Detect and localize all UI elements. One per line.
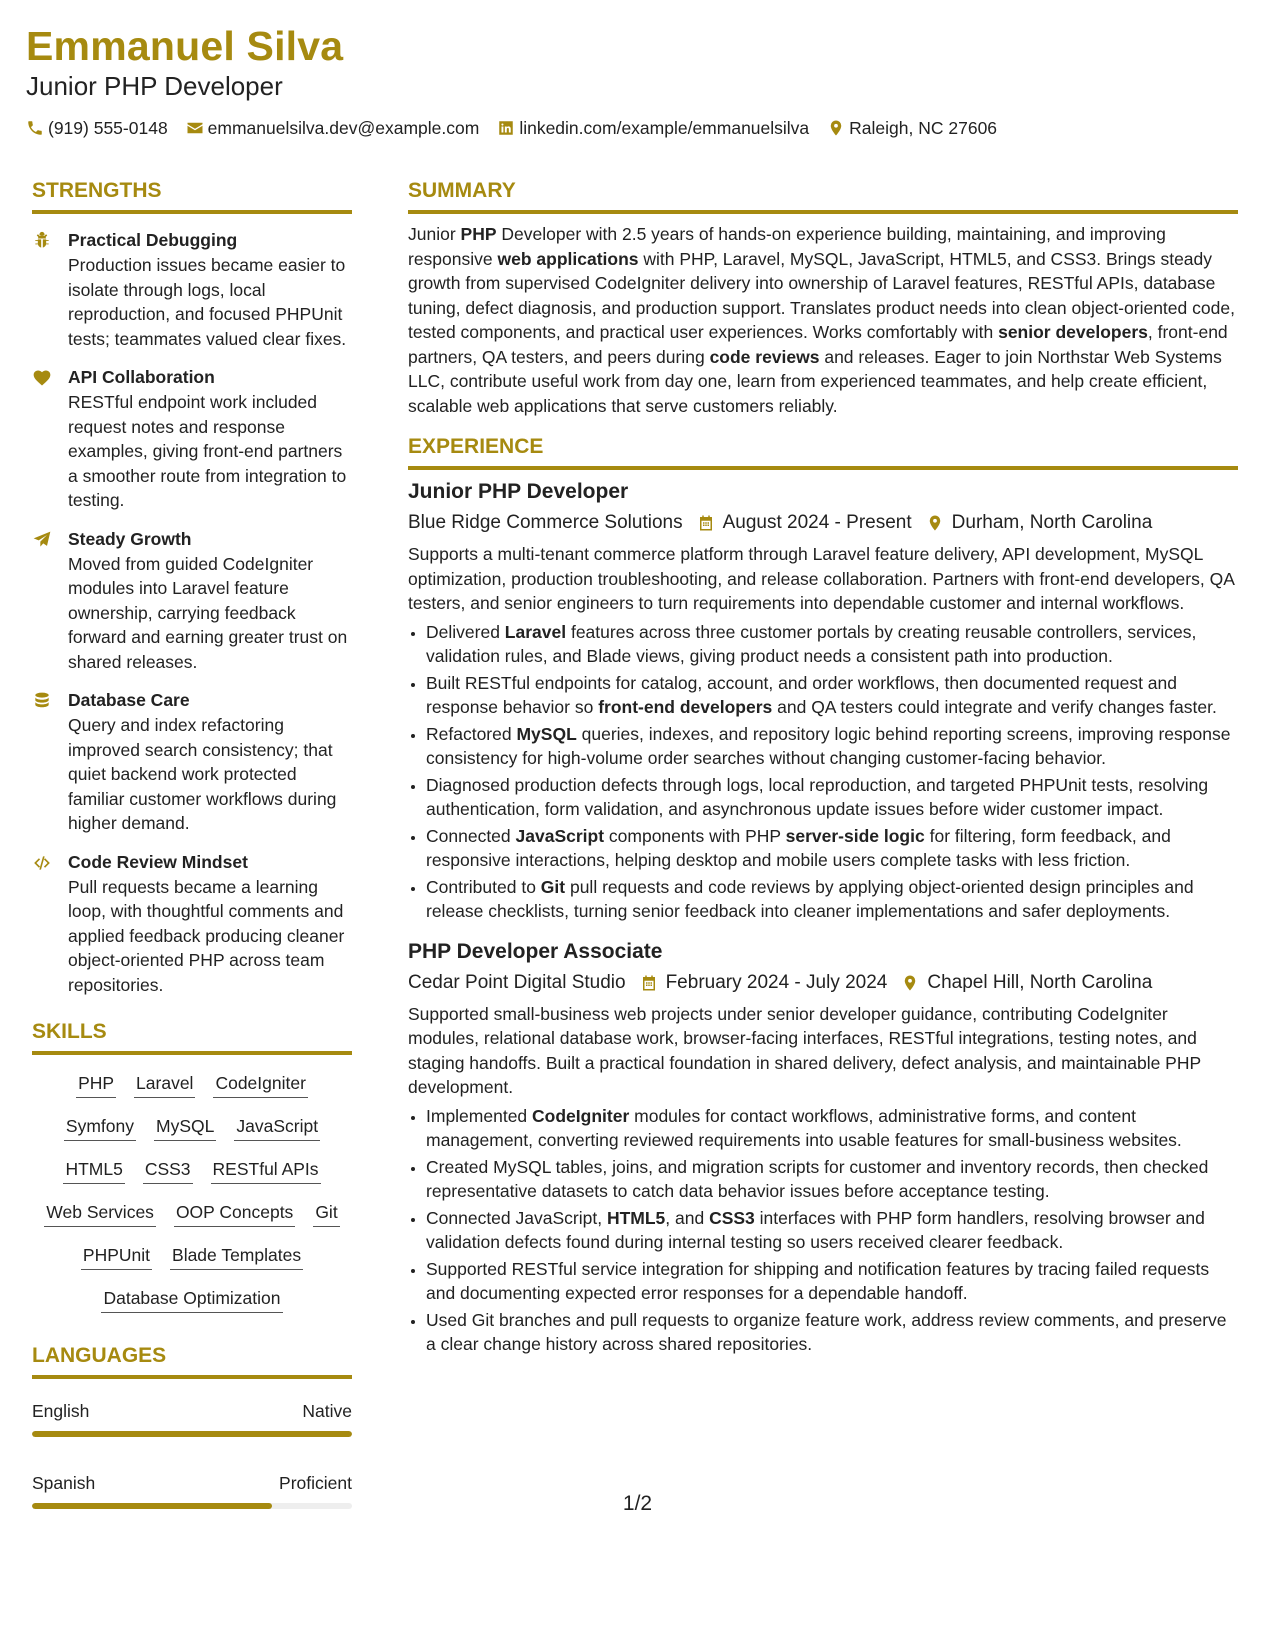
job-title: PHP Developer Associate	[408, 939, 663, 963]
skill-tag: OOP Concepts	[174, 1200, 295, 1227]
job-bullet: • Used Git branches and pull requests to organize feature work, address review comments, and preserve a clear change history across shared repositories.	[426, 1308, 1238, 1357]
skills-row	[32, 1071, 352, 1098]
job-location: Chapel Hill, North Carolina	[927, 971, 1153, 993]
job-location: Durham, North Carolina	[951, 512, 1153, 533]
code-icon	[32, 853, 52, 873]
strength-title: Code Review Mindset	[68, 851, 248, 872]
job-meta	[408, 970, 1238, 996]
job-bullet: • Implemented CodeIgniter modules for contact workflows, administrative forms, and content management, converting reviewed requirements into usable features for small-business websites.	[426, 1104, 1238, 1153]
job-bullet: • Refactored MySQL queries, indexes, and repository logic behind reporting screens, improving response consistency for high-volume order searches without changing customer-facing behavior.	[426, 722, 1238, 771]
language-level: Native	[302, 1401, 352, 1421]
language-proficiency-bar	[32, 1431, 352, 1437]
linkedin-icon	[497, 119, 515, 137]
language-name: Spanish	[32, 1473, 96, 1493]
job-bullet: • Diagnosed production defects through logs, local reproduction, and targeted PHPUnit tests, resolving authentication, form validation, and asynchronous update issues before wider customer impact.	[426, 773, 1238, 822]
calendar-icon	[640, 974, 658, 992]
job-bullet: • Created MySQL tables, joins, and migration scripts for customer and inventory records, then checked representative datasets to catch data behavior issues before acceptance testing.	[426, 1155, 1238, 1204]
job-dates: August 2024 - Present	[722, 512, 912, 533]
job-entry	[408, 478, 1238, 924]
job-bullet: • Contributed to Git pull requests and code reviews by applying object-oriented design principles and release checklists, turning senior feedback into cleaner implementations and safer deployments.	[426, 875, 1238, 924]
strength-description: Pull requests became a learning loop, with thoughtful comments and applied feedback producing cleaner object-oriented PHP across team repositories.	[68, 876, 345, 995]
candidate-name: Emmanuel Silva	[26, 23, 344, 69]
contact-location	[827, 116, 997, 140]
languages-heading: LANGUAGES	[32, 1343, 352, 1379]
database-icon	[32, 691, 52, 711]
skill-tag: Symfony	[64, 1114, 136, 1141]
contact-phone[interactable]	[26, 116, 168, 140]
contact-bar	[26, 116, 1246, 140]
contact-text: Raleigh, NC 27606	[849, 118, 998, 138]
skill-tag: MySQL	[154, 1114, 216, 1141]
skill-tag: Laravel	[134, 1071, 195, 1098]
skill-tag: CSS3	[143, 1157, 193, 1184]
strength-title: Steady Growth	[68, 528, 192, 549]
bug-icon	[32, 231, 52, 251]
contact-text: emmanuelsilva.dev@example.com	[207, 118, 480, 138]
language-name: English	[32, 1401, 90, 1421]
right-column	[408, 178, 1238, 1359]
skill-tag: Database Optimization	[101, 1286, 282, 1313]
language-proficiency-fill	[32, 1431, 352, 1437]
job-meta	[408, 510, 1238, 536]
job-bullet: • Supported RESTful service integration for shipping and notification features by tracing failed requests and documenting expected error responses for a dependable handoff.	[426, 1257, 1238, 1306]
strength-item	[32, 365, 352, 513]
job-bullets	[408, 1104, 1238, 1357]
language-item	[32, 1399, 352, 1437]
strengths-list	[32, 228, 352, 997]
job-bullet: • Delivered Laravel features across three customer portals by creating reusable controllers, services, validation rules, and Blade views, giving product needs a consistent path into production.	[426, 620, 1238, 669]
strength-title: Database Care	[68, 690, 190, 710]
strength-description: Production issues became easier to isolate through logs, local reproduction, and focused PHPUnit tests; teammates valued clear fixes.	[68, 255, 347, 349]
left-column	[32, 178, 352, 1509]
skills-row	[32, 1243, 352, 1270]
location-pin-icon	[901, 974, 919, 992]
skills-row	[32, 1114, 352, 1141]
skills-list	[32, 1055, 352, 1313]
contact-text: (919) 555-0148	[48, 118, 168, 138]
contact-text: linkedin.com/example/emmanuelsilva	[519, 118, 810, 138]
skills-row	[32, 1200, 352, 1227]
paper-plane-icon	[32, 530, 52, 550]
job-entry	[408, 938, 1238, 1357]
skill-tag: PHPUnit	[81, 1243, 152, 1270]
skills-row	[32, 1286, 352, 1313]
job-company: Cedar Point Digital Studio	[408, 971, 626, 993]
skills-heading: SKILLS	[32, 1019, 352, 1055]
strength-item	[32, 688, 352, 836]
job-bullet: • Connected JavaScript components with PHP server-side logic for filtering, form feedback, and responsive interactions, helping desktop and mobile users complete tasks with less friction.	[426, 824, 1238, 873]
summary-heading: SUMMARY	[408, 178, 1238, 214]
strength-description: Query and index refactoring improved search consistency; that quiet backend work protected familiar customer workflows during higher demand.	[68, 715, 337, 833]
job-company: Blue Ridge Commerce Solutions	[408, 512, 683, 533]
page-number: 1/2	[622, 1492, 653, 1515]
strengths-heading: STRENGTHS	[32, 178, 352, 214]
job-bullet: • Connected JavaScript, HTML5, and CSS3 interfaces with PHP form handlers, resolving browser and validation defects found during internal testing so users received clearer feedback.	[426, 1206, 1238, 1255]
summary-text: Junior PHP Developer with 2.5 years of hands-on experience building, maintaining, and improving responsive web applications with PHP, Laravel, MySQL, JavaScript, HTML5, and CSS3. Brings steady growth from supervised CodeIgniter delivery into ownership of Laravel features, RESTful APIs, database tuning, defect diagnosis, and production support. Translates product needs into clean object-oriented code, tested components, and practical user experiences. Works comfortably with senior developers, front-end partners, QA testers, and peers during code reviews and releases. Eager to join Northstar Web Systems LLC, contribute useful work from day one, learn from experienced teammates, and help create efficient, scalable web applications that serve customers reliably.	[408, 224, 1235, 416]
strength-item	[32, 850, 352, 998]
job-title: Junior PHP Developer	[408, 480, 629, 503]
skill-tag: Web Services	[44, 1200, 156, 1227]
contact-linkedin[interactable]	[497, 116, 809, 140]
envelope-icon	[186, 119, 204, 137]
strength-description: RESTful endpoint work included request notes and response examples, giving front-end partners a smoother route from integration to testing.	[68, 392, 347, 510]
strength-description: Moved from guided CodeIgniter modules into Laravel feature ownership, carrying feedback forward and earning greater trust on shared releases.	[68, 553, 348, 672]
location-pin-icon	[926, 514, 944, 532]
calendar-icon	[697, 514, 715, 532]
strength-title: Practical Debugging	[68, 230, 238, 250]
language-level: Proficient	[279, 1473, 352, 1493]
skill-tag: HTML5	[63, 1157, 124, 1184]
skill-tag: CodeIgniter	[213, 1071, 307, 1098]
candidate-title: Junior PHP Developer	[26, 71, 283, 101]
job-bullets	[408, 620, 1238, 924]
skill-tag: RESTful APIs	[211, 1157, 321, 1184]
skill-tag: JavaScript	[234, 1114, 320, 1141]
strength-item	[32, 527, 352, 675]
skills-row	[32, 1157, 352, 1184]
skill-tag: PHP	[76, 1071, 116, 1098]
contact-email[interactable]	[186, 116, 480, 140]
job-description: Supports a multi-tenant commerce platform through Laravel feature delivery, API development, MySQL optimization, production troubleshooting, and release collaboration. Partners with front-end developers, QA testers, and senior engineers to turn requirements into dependable customer and internal workflows.	[408, 544, 1234, 613]
skill-tag: Git	[313, 1200, 339, 1227]
phone-icon	[26, 119, 44, 137]
strength-item	[32, 228, 352, 351]
experience-heading: EXPERIENCE	[408, 434, 1238, 470]
job-dates: February 2024 - July 2024	[665, 971, 888, 993]
job-description: Supported small-business web projects under senior developer guidance, contributing CodeIgniter modules, relational database work, browser-facing interfaces, RESTful integrations, testing notes, and staging handoffs. Built a practical foundation in shared delivery, defect analysis, and maintainable PHP development.	[408, 1003, 1201, 1097]
location-pin-icon	[827, 119, 845, 137]
heart-icon	[32, 368, 52, 388]
skill-tag: Blade Templates	[170, 1243, 303, 1270]
strength-title: API Collaboration	[68, 367, 215, 387]
job-bullet: • Built RESTful endpoints for catalog, account, and order workflows, then documented request and response behavior so front-end developers and QA testers could integrate and verify changes faster.	[426, 671, 1238, 720]
resume-header	[26, 22, 1246, 140]
